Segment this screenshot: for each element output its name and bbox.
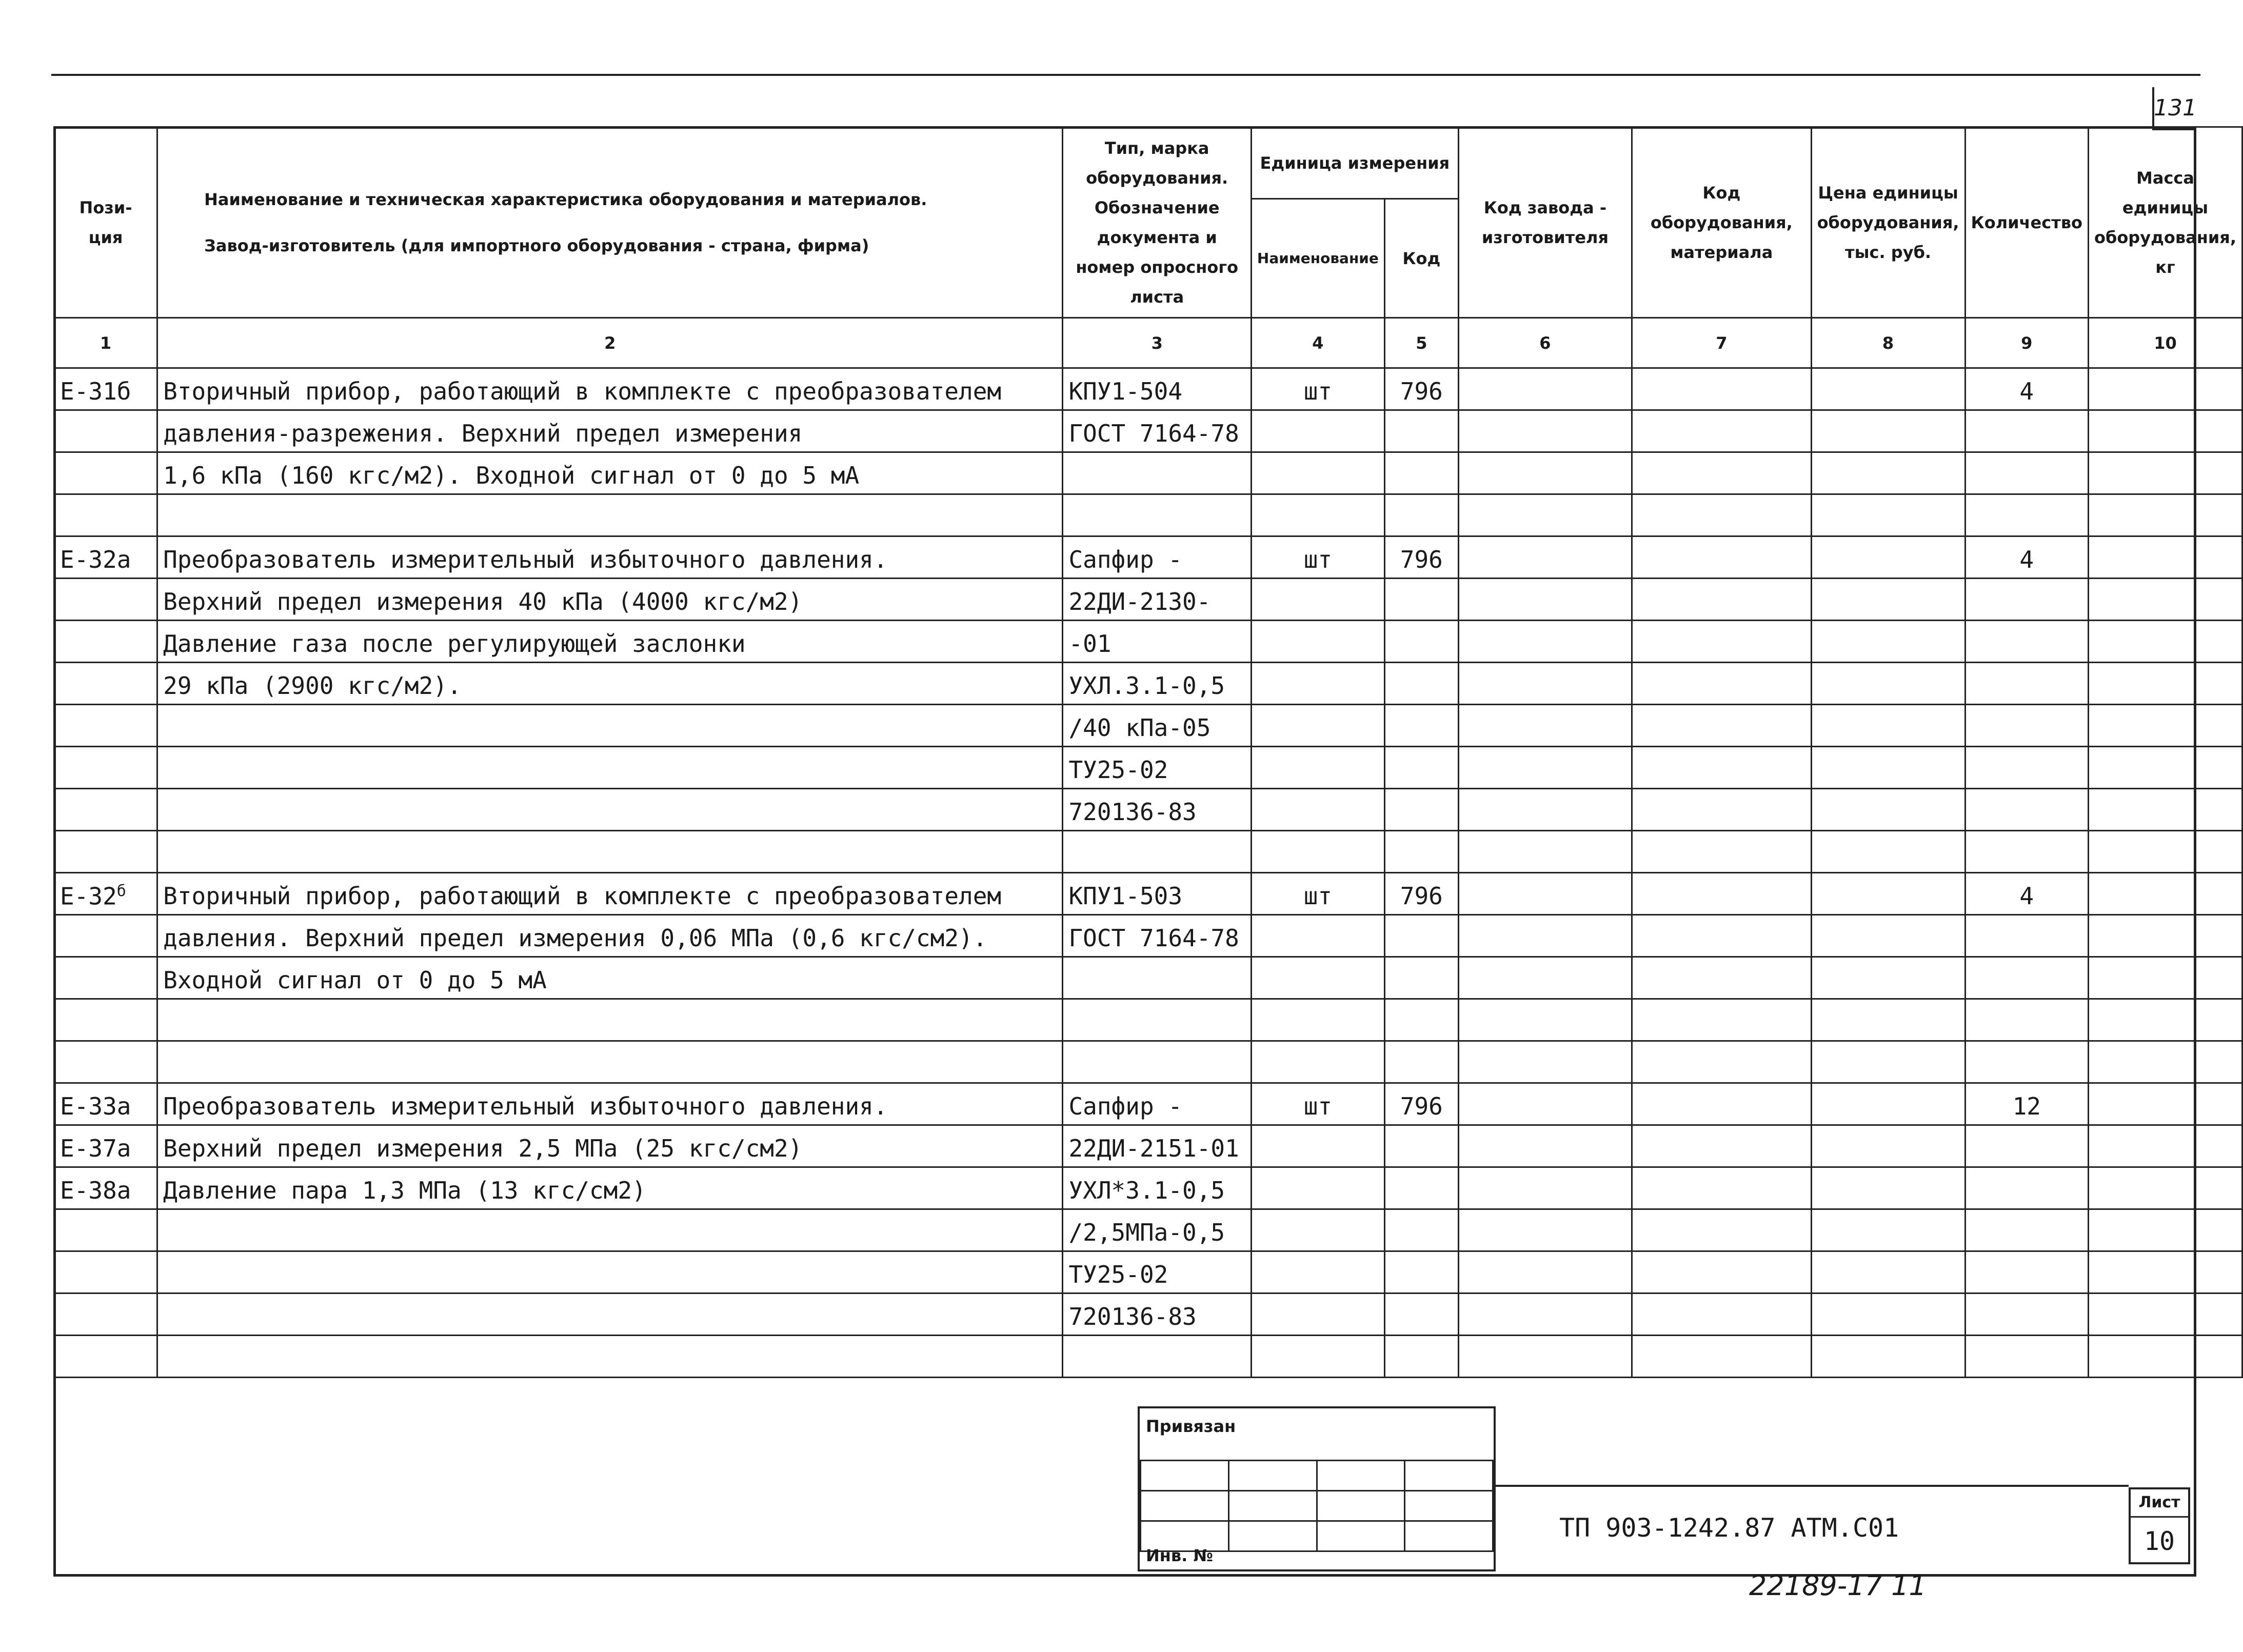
colnum-1: 1 [54, 318, 157, 368]
header-position: Пози- ция [54, 127, 157, 318]
cell-unit-code-text: 796 [1400, 882, 1443, 910]
cell-type-text: ТУ25-02 [1068, 756, 1168, 784]
inventory-label: Инв. № [1146, 1546, 1213, 1565]
archive-stamp: 22189-17 11 [1749, 1569, 1927, 1602]
colnum-6: 6 [1458, 318, 1632, 368]
cell-name-text: Верхний предел измерения 40 кПа (4000 кгс/м2) [163, 588, 803, 615]
cell-quantity-text: 4 [2019, 377, 2034, 405]
cell-position-text: Е-37а [60, 1134, 131, 1162]
sheet-label: Лист [2131, 1489, 2188, 1518]
cell-name-text: Давление газа после регулирующей заслонки [163, 630, 746, 658]
sheet-frame [53, 126, 2196, 1577]
header-manufacturer-code: Код завода - изготовителя [1458, 127, 1632, 318]
cell-unit-name-text: шт [1303, 1092, 1333, 1120]
cell-type-text: -01 [1068, 630, 1111, 658]
header-mass: Масса единицы оборудования, кг [2088, 127, 2242, 318]
cell-position-text: Е-32а [60, 546, 131, 573]
cell-name-text: Преобразователь измерительный избыточного давления. [163, 1092, 888, 1120]
cell-type-text: 22ДИ-2130- [1068, 588, 1211, 615]
cell-position-text: Е-32 [60, 882, 117, 910]
cell-type-text: КПУ1-503 [1068, 882, 1183, 910]
header-quantity: Количество [1965, 127, 2088, 318]
header-unit-code: Код [1384, 199, 1458, 318]
colnum-8: 8 [1811, 318, 1965, 368]
cell-unit-code-text: 796 [1400, 377, 1443, 405]
sheet-box [2129, 1487, 2190, 1564]
bound-stamp-box [1138, 1406, 1496, 1571]
cell-unit-code-text: 796 [1400, 546, 1443, 573]
cell-type-text: /40 кПа-05 [1068, 714, 1211, 742]
cell-name-text: Вторичный прибор, работающий в комплекте с преобразователем [163, 882, 1002, 910]
cell-type-text: Сапфир - [1068, 546, 1183, 573]
cell-quantity-text: 4 [2019, 882, 2034, 910]
cell-type-text: УХЛ.3.1-0,5 [1068, 672, 1225, 700]
cell-unit-name-text: шт [1303, 377, 1333, 405]
header-equipment-code: Код оборудования, материала [1632, 127, 1811, 318]
cell-type-text: КПУ1-504 [1068, 377, 1183, 405]
header-name-line2: Завод-изготовитель (для импортного оборудования - страна, фирма) [204, 235, 869, 255]
cell-name-text: 29 кПа (2900 кгс/м2). [163, 672, 462, 700]
cell-type-text: 22ДИ-2151-01 [1068, 1134, 1239, 1162]
cell-quantity-text: 12 [2012, 1092, 2041, 1120]
position-superscript: б [116, 882, 126, 900]
colnum-9: 9 [1965, 318, 2088, 368]
header-unit: Единица измерения [1251, 127, 1458, 199]
cell-type-text: Сапфир - [1068, 1092, 1183, 1120]
top-rule [51, 74, 2200, 76]
header-unit-name: Наименование [1251, 199, 1384, 318]
header-type: Тип, марка оборудования. Обозначение документа и номер опросного листа [1063, 127, 1251, 318]
cell-name-text: давления-разрежения. Верхний предел измерения [163, 420, 803, 447]
cell-type-text: 720136-83 [1068, 1303, 1197, 1330]
cell-position-text: Е-31б [60, 377, 131, 405]
cell-type-text: ГОСТ 7164-78 [1068, 420, 1239, 447]
cell-unit-code-text: 796 [1400, 1092, 1443, 1120]
cell-type-text: ГОСТ 7164-78 [1068, 924, 1239, 952]
cell-type-text: 720136-83 [1068, 798, 1197, 826]
corner-page-number: 131 [2152, 87, 2196, 130]
header-price: Цена единицы оборудования, тыс. руб. [1811, 127, 1965, 318]
cell-name-text: 1,6 кПа (160 кгс/м2). Входной сигнал от 0 до 5 мА [163, 462, 860, 489]
cell-type-text: ТУ25-02 [1068, 1261, 1168, 1288]
colnum-2: 2 [157, 318, 1063, 368]
bound-grid [1140, 1460, 1494, 1552]
header-name-line1: Наименование и техническая характеристика оборудования и материалов. [204, 189, 927, 209]
cell-unit-name-text: шт [1303, 882, 1333, 910]
colnum-7: 7 [1632, 318, 1811, 368]
cell-name-text: Вторичный прибор, работающий в комплекте с преобразователем [163, 377, 1002, 405]
cell-name-text: Давление пара 1,3 МПа (13 кгс/см2) [163, 1177, 646, 1204]
cell-type-text: УХЛ*3.1-0,5 [1068, 1177, 1225, 1204]
sheet-number: 10 [2143, 1526, 2175, 1556]
cell-quantity-text: 4 [2019, 546, 2034, 573]
colnum-4: 4 [1251, 318, 1384, 368]
colnum-10: 10 [2088, 318, 2242, 368]
cell-name-text: Преобразователь измерительный избыточного давления. [163, 546, 888, 573]
cell-name-text: давления. Верхний предел измерения 0,06 МПа (0,6 кгс/см2). [163, 924, 987, 952]
cell-type-text: /2,5МПа-0,5 [1068, 1219, 1225, 1246]
document-code: ТП 903-1242.87 АТМ.С01 [1559, 1513, 1899, 1543]
cell-position-text: Е-38а [60, 1177, 131, 1204]
colnum-3: 3 [1063, 318, 1251, 368]
colnum-5: 5 [1384, 318, 1458, 368]
cell-unit-name-text: шт [1303, 546, 1333, 573]
cell-name-text: Верхний предел измерения 2,5 МПа (25 кгс/см2) [163, 1134, 803, 1162]
cell-position-text: Е-33а [60, 1092, 131, 1120]
cell-name-text: Входной сигнал от 0 до 5 мА [163, 966, 547, 994]
footer-rule [1496, 1485, 2129, 1487]
bound-label: Привязан [1146, 1417, 1236, 1436]
